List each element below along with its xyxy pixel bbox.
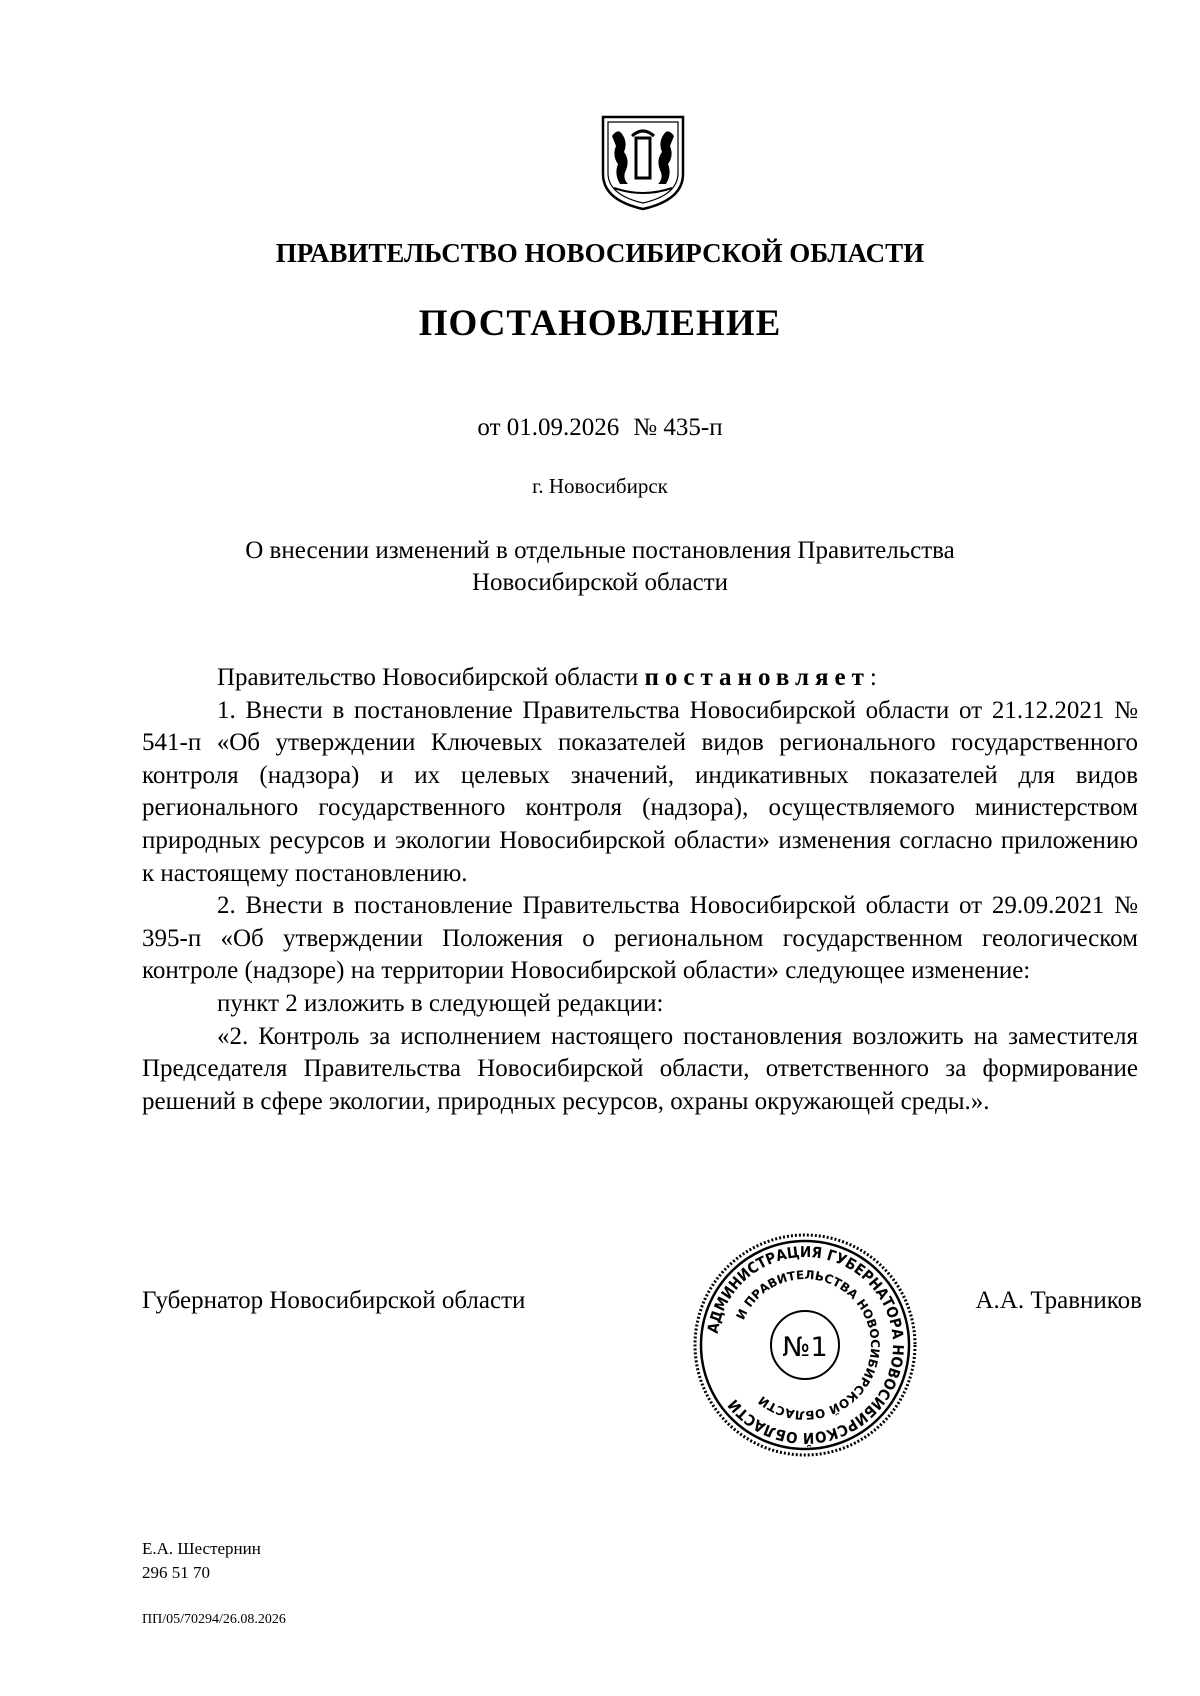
- document-subject: [210, 535, 990, 599]
- signatory-name: А.А. Травников: [975, 1287, 1142, 1314]
- seal-outer-text: АДМИНИСТРАЦИЯ ГУБЕРНАТОРА НОВОСИБИРСКОЙ ОБЛАСТИ: [703, 1242, 908, 1448]
- executor-name: Е.А. Шестернин: [142, 1539, 261, 1558]
- preamble-text: Правительство Новосибирской области: [217, 664, 645, 691]
- document-type: ПОСТАНОВЛЕНИЕ: [418, 303, 782, 344]
- document-date: от 01.09.2026: [477, 414, 620, 441]
- document-body: [142, 662, 1138, 1118]
- preamble-keyword: постановляет: [644, 664, 870, 691]
- subject-line-2: Новосибирской области: [471, 569, 729, 596]
- paragraph-item-1: 1. Внести в постановление Правительства Новосибирской области от 21.12.2021 № 541-п «Об утверждении Ключевых показателей видов регионального государственного контроля (надзора) и их целевых значений, индикативных показателей для видов регионального государственного контроля (надзора), осуществляемого министерством природных ресурсов и экологии Новосибирской области» изменения согласно приложению к настоящему постановлению.: [142, 696, 1138, 887]
- subject-line-1: О внесении изменений в отдельные постановления Правительства: [245, 537, 955, 564]
- organization-name: ПРАВИТЕЛЬСТВО НОВОСИБИРСКОЙ ОБЛАСТИ: [275, 238, 925, 268]
- preamble: [142, 662, 1138, 695]
- paragraph-item-2-sub: пункт 2 изложить в следующей редакции:: [217, 989, 664, 1017]
- official-seal: [692, 1232, 918, 1458]
- preamble-colon: :: [869, 664, 877, 691]
- document-city: г. Новосибирск: [532, 474, 668, 498]
- executor-block: [142, 1537, 261, 1585]
- seal-inner-text: И ПРАВИТЕЛЬСТВА НОВОСИБИРСКОЙ ОБЛАСТИ: [733, 1267, 883, 1423]
- document-date-line: [0, 414, 1200, 442]
- paragraph-item-2-quote: «2. Контроль за исполнением настоящего постановления возложить на заместителя Председателя Правительства Новосибирской области, ответственного за формирование решений в сфере экологии, природных ресурсов, охраны окружающей среды.».: [142, 1022, 1138, 1115]
- signatory-position: Губернатор Новосибирской области: [142, 1287, 526, 1314]
- executor-phone: 296 51 70: [142, 1563, 210, 1582]
- novosibirsk-coat-of-arms-icon: [598, 112, 688, 212]
- seal-center-number: №1: [782, 1332, 828, 1363]
- paragraph-item-2: 2. Внести в постановление Правительства Новосибирской области от 29.09.2021 № 395-п «Об утверждении Положения о региональном государственном геологическом контроле (надзоре) на территории Новосибирской области» следующее изменение:: [142, 892, 1138, 985]
- document-reference: ПП/05/70294/26.08.2026: [142, 1612, 286, 1627]
- document-number: № 435-п: [633, 414, 723, 441]
